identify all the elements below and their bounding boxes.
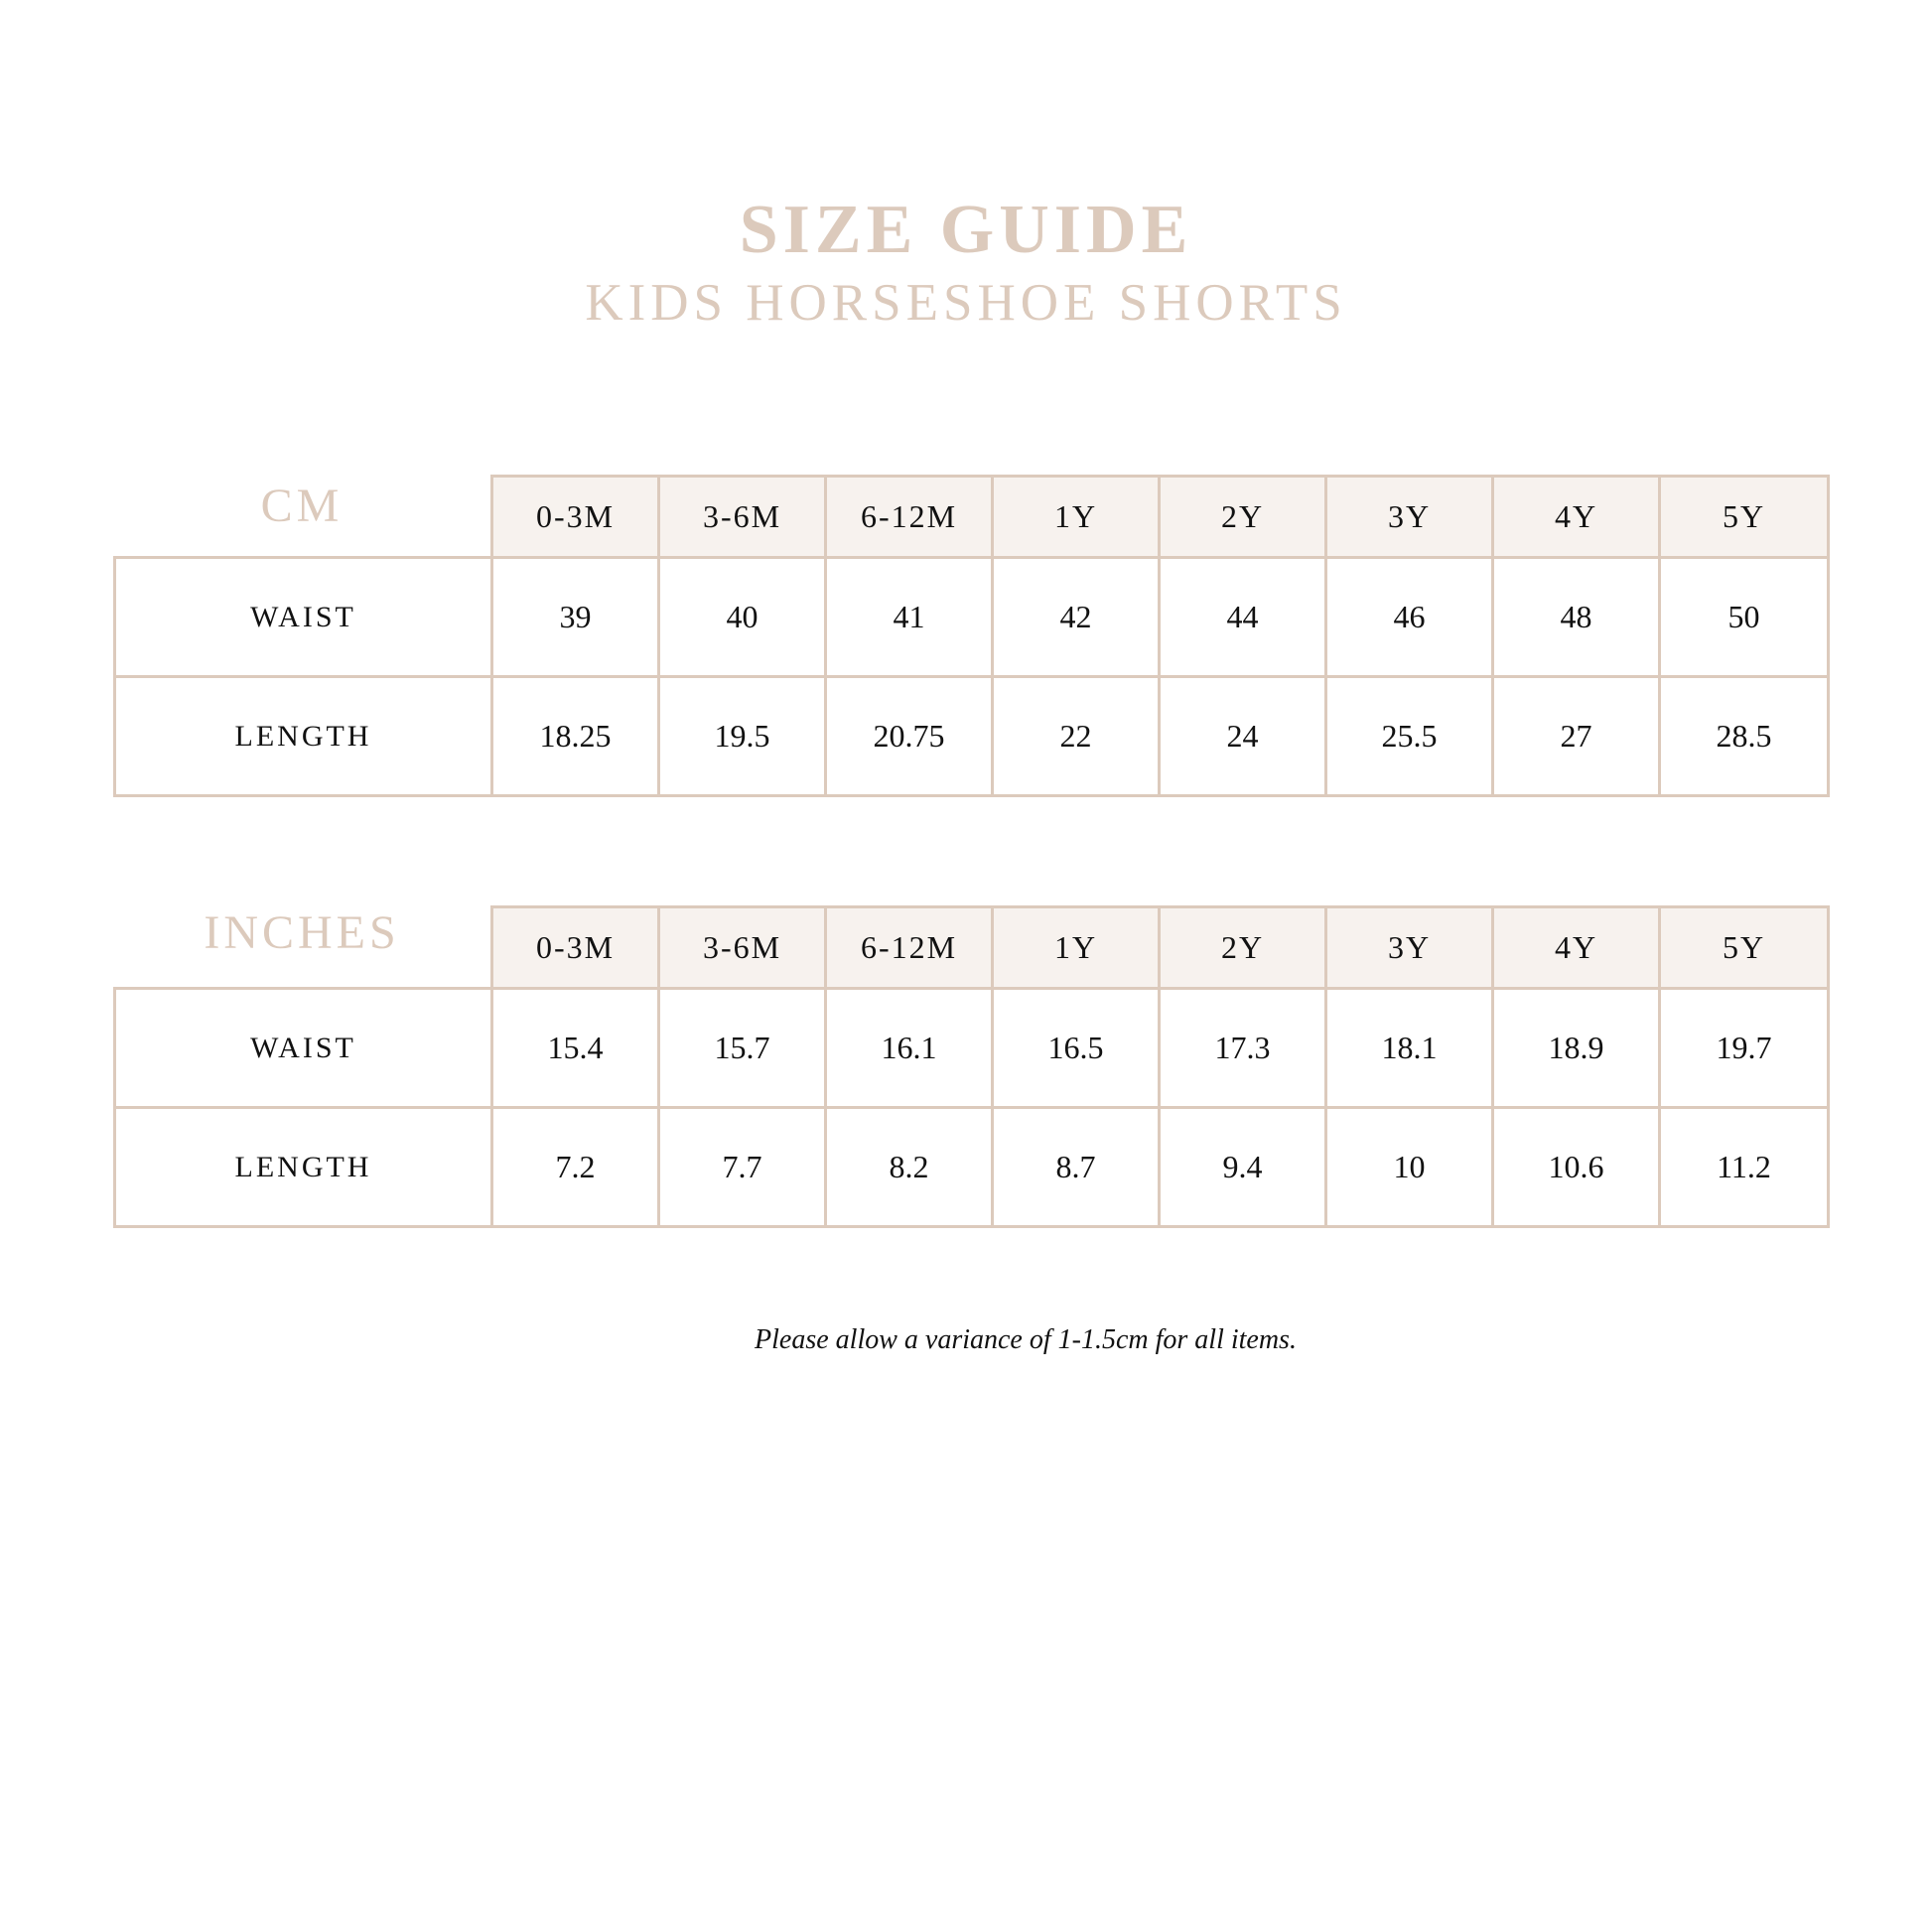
cm-size-header: 6-12M [826,477,993,558]
inches-length-value: 7.7 [659,1108,826,1227]
cm-length-row [115,677,1829,796]
inches-size-header: 6-12M [826,907,993,989]
inches-row-label-waist: WAIST [115,989,492,1108]
inches-length-value: 9.4 [1160,1108,1326,1227]
cm-length-value: 27 [1493,677,1660,796]
cm-header-row [115,477,1829,558]
cm-size-header: 3Y [1326,477,1493,558]
cm-row-label-length: LENGTH [115,677,492,796]
inches-waist-value: 16.1 [826,989,993,1108]
inches-size-header: 4Y [1493,907,1660,989]
inches-length-value: 8.7 [993,1108,1160,1227]
cm-waist-value: 44 [1160,558,1326,677]
inches-row-label-length: LENGTH [115,1108,492,1227]
cm-size-header: 2Y [1160,477,1326,558]
inches-size-header: 3Y [1326,907,1493,989]
cm-corner-cell [115,477,492,558]
inches-waist-value: 16.5 [993,989,1160,1108]
cm-size-header: 5Y [1660,477,1829,558]
inches-size-header: 3-6M [659,907,826,989]
inches-size-header: 2Y [1160,907,1326,989]
cm-length-value: 20.75 [826,677,993,796]
cm-size-header: 4Y [1493,477,1660,558]
cm-waist-value: 50 [1660,558,1829,677]
cm-waist-row [115,558,1829,677]
cm-waist-value: 46 [1326,558,1493,677]
inches-length-value: 8.2 [826,1108,993,1227]
cm-length-value: 19.5 [659,677,826,796]
inches-waist-value: 18.9 [1493,989,1660,1108]
inches-waist-row [115,989,1829,1108]
inches-waist-value: 17.3 [1160,989,1326,1108]
inches-waist-value: 18.1 [1326,989,1493,1108]
cm-unit-label: CM [260,480,344,532]
inches-header-row [115,907,1829,989]
cm-length-value: 24 [1160,677,1326,796]
cm-size-table [113,475,1830,797]
cm-length-value: 25.5 [1326,677,1493,796]
inches-length-row [115,1108,1829,1227]
cm-length-value: 28.5 [1660,677,1829,796]
product-subtitle: KIDS HORSESHOE SHORTS [585,274,1347,332]
cm-size-header: 3-6M [659,477,826,558]
inches-waist-value: 19.7 [1660,989,1829,1108]
page-title: SIZE GUIDE [739,192,1193,268]
cm-waist-value: 39 [492,558,659,677]
inches-size-header: 5Y [1660,907,1829,989]
inches-size-header: 0-3M [492,907,659,989]
inches-length-value: 11.2 [1660,1108,1829,1227]
cm-size-header: 0-3M [492,477,659,558]
inches-size-table [113,905,1830,1228]
inches-size-header: 1Y [993,907,1160,989]
cm-row-label-waist: WAIST [115,558,492,677]
inches-waist-value: 15.4 [492,989,659,1108]
inches-corner-cell [115,907,492,989]
cm-waist-value: 42 [993,558,1160,677]
cm-waist-value: 41 [826,558,993,677]
cm-waist-value: 48 [1493,558,1660,677]
inches-length-value: 10.6 [1493,1108,1660,1227]
variance-note: Please allow a variance of 1-1.5cm for all items. [755,1324,1297,1355]
inches-unit-label: INCHES [204,906,400,959]
cm-waist-value: 40 [659,558,826,677]
inches-length-value: 7.2 [492,1108,659,1227]
inches-waist-value: 15.7 [659,989,826,1108]
inches-length-value: 10 [1326,1108,1493,1227]
cm-length-value: 22 [993,677,1160,796]
cm-length-value: 18.25 [492,677,659,796]
cm-size-header: 1Y [993,477,1160,558]
